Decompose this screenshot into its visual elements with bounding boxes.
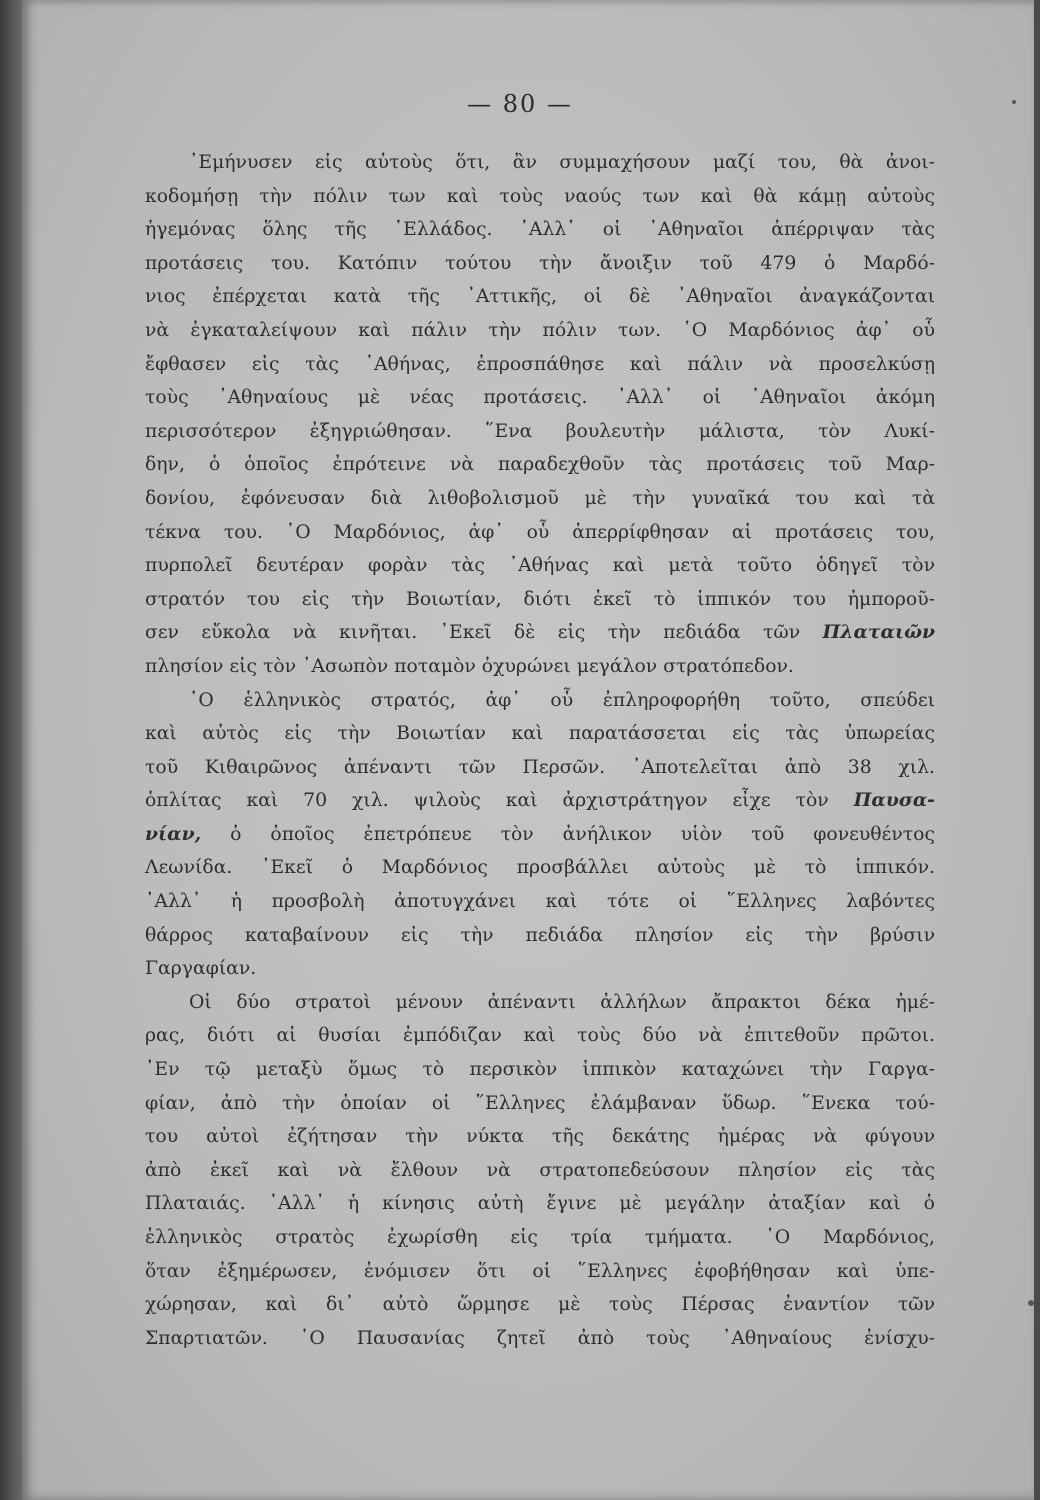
text-line: ῾Ο ἑλληνικὸς στρατός, ἀφ᾿ οὗ ἐπληροφορήθη τοῦτο, σπεύδει	[189, 689, 935, 711]
text-line: ᾿Εν τῷ μεταξὺ ὅμως τὸ περσικὸν ἱππικὸν καταχώνει τὴν Γαργα-	[145, 1059, 935, 1081]
text-line: του αὐτοὶ ἐζήτησαν τὴν νύκτα τῆς δεκάτης ἡμέρας νὰ φύγουν	[145, 1126, 935, 1148]
text-line: ρας, διότι αἱ θυσίαι ἐμπόδιζαν καὶ τοὺς δύο νὰ ἐπιτεθοῦν πρῶτοι.	[145, 1025, 935, 1047]
body-text	[145, 146, 935, 1355]
text-line: πλησίον εἰς τὸν ᾿Ασωπὸν ποταμὸν ὀχυρώνει μεγάλον στρατόπεδον.	[145, 655, 794, 677]
text-line: δην, ὁ ὁποῖος ἐπρότεινε νὰ παραδεχθοῦν τὰς προτάσεις τοῦ Μαρ-	[145, 454, 935, 476]
text-line: χώρησαν, καὶ δι᾿ αὐτὸ ὥρμησε μὲ τοὺς Πέρσας ἐναντίον τῶν	[145, 1294, 935, 1316]
text-line: φίαν, ἀπὸ τὴν ὁποίαν οἱ ῞Ελληνες ἐλάμβαναν ὕδωρ. ῞Ενεκα τού-	[145, 1092, 935, 1114]
text-line: Γαργαφίαν.	[145, 958, 257, 980]
text-line: κοδομήσῃ τὴν πόλιν των καὶ τοὺς ναούς των καὶ θὰ κάμῃ αὐτοὺς	[145, 185, 935, 207]
text-line: Πλαταιάς. ᾿Αλλ᾿ ἡ κίνησις αὐτὴ ἔγινε μὲ μεγάλην ἀταξίαν καὶ ὁ	[145, 1193, 935, 1215]
text-line: ἀπὸ ἐκεῖ καὶ νὰ ἔλθουν νὰ στρατοπεδεύσουν πλησίον εἰς τὰς	[145, 1159, 935, 1181]
text-line: ἔφθασεν εἰς τὰς ᾿Αθήνας, ἐπροσπάθησε καὶ πάλιν νὰ προσελκύσῃ	[145, 353, 935, 375]
emphasis-pausanias-2: νίαν,	[145, 822, 202, 845]
emphasis-pausanias-1: Παυσα-	[853, 789, 935, 812]
text-segment: ὁ ὁποῖος ἐπετρόπευε τὸν ἀνήλικον υἱὸν τοῦ φονευθέντος	[230, 823, 935, 845]
text-line: περισσότερον ἐξηγριώθησαν. ῞Ενα βουλευτὴν μάλιστα, τὸν Λυκί-	[145, 420, 935, 442]
text-line: πυρπολεῖ δευτέραν φορὰν τὰς ᾿Αθήνας καὶ μετὰ τοῦτο ὁδηγεῖ τὸν	[145, 555, 935, 577]
scan-speck	[1028, 1300, 1034, 1306]
text-line: προτάσεις του. Κατόπιν τούτου τὴν ἄνοιξιν τοῦ 479 ὁ Μαρδό-	[145, 252, 935, 274]
text-line: τοὺς ᾿Αθηναίους μὲ νέας προτάσεις. ᾿Αλλ᾿ οἱ ᾿Αθηναῖοι ἀκόμη	[145, 387, 935, 409]
paragraph-1	[145, 146, 935, 684]
paragraph-3	[145, 986, 935, 1356]
text-line: Οἱ δύο στρατοὶ μένουν ἀπέναντι ἀλλήλων ἄπρακτοι δέκα ἡμέ-	[189, 991, 935, 1013]
text-line: ὅταν ἐξημέρωσεν, ἐνόμισεν ὅτι οἱ ῞Ελληνες ἐφοβήθησαν καὶ ὑπε-	[145, 1260, 935, 1282]
text-line-with-emphasis	[145, 818, 935, 852]
text-line: νὰ ἐγκαταλείψουν καὶ πάλιν τὴν πόλιν των. ῾Ο Μαρδόνιος ἀφ᾿ οὗ	[145, 319, 935, 341]
page-number: — 80 —	[467, 90, 573, 118]
text-line: στρατόν του εἰς τὴν Βοιωτίαν, διότι ἐκεῖ τὸ ἱππικόν του ἠμποροῦ-	[145, 588, 935, 610]
text-line: Σπαρτιατῶν. ῾Ο Παυσανίας ζητεῖ ἀπὸ τοὺς ᾿Αθηναίους ἐνίσχυ-	[145, 1327, 935, 1349]
text-line: τέκνα του. ῾Ο Μαρδόνιος, ἀφ᾿ οὗ ἀπερρίφθησαν αἱ προτάσεις του,	[145, 521, 935, 543]
text-line: ᾿Αλλ᾿ ἡ προσβολὴ ἀποτυγχάνει καὶ τότε οἱ ῞Ελληνες λαβόντες	[145, 891, 935, 913]
text-segment: ὁπλίτας καὶ 70 χιλ. ψιλοὺς καὶ ἀρχιστράτηγον εἶχε τὸν	[145, 790, 829, 812]
scan-speck	[1012, 100, 1016, 104]
text-line: ᾿Εμήνυσεν εἰς αὐτοὺς ὅτι, ἂν συμμαχήσουν μαζί του, θὰ ἀνοι-	[189, 152, 935, 173]
emphasis-platees: Πλαταιῶν	[822, 621, 935, 644]
text-line: Λεωνίδα. ᾿Εκεῖ ὁ Μαρδόνιος προσβάλλει αὐτοὺς μὲ τὸ ἱππικόν.	[145, 857, 935, 879]
text-segment: σεν εὔκολα νὰ κινῆται. ᾿Εκεῖ δὲ εἰς τὴν πεδιάδα τῶν	[145, 622, 801, 644]
text-line: δονίου, ἐφόνευσαν διὰ λιθοβολισμοῦ μὲ τὴν γυναῖκά του καὶ τὰ	[145, 487, 935, 509]
text-line: καὶ αὐτὸς εἰς τὴν Βοιωτίαν καὶ παρατάσσεται εἰς τὰς ὑπωρείας	[145, 723, 935, 745]
text-line: τοῦ Κιθαιρῶνος ἀπέναντι τῶν Περσῶν. ᾿Αποτελεῖται ἀπὸ 38 χιλ.	[145, 756, 935, 778]
scan-left-edge	[0, 0, 22, 1500]
text-line: θάρρος καταβαίνουν εἰς τὴν πεδιάδα πλησίον εἰς τὴν βρύσιν	[145, 924, 935, 946]
text-line-with-emphasis	[145, 616, 935, 650]
text-line: ἡγεμόνας ὅλης τῆς ῾Ελλάδος. ᾿Αλλ᾿ οἱ ᾿Αθηναῖοι ἀπέρριψαν τὰς	[145, 219, 935, 241]
paragraph-2	[145, 684, 935, 986]
text-line-with-emphasis	[145, 784, 935, 818]
text-line: νιος ἐπέρχεται κατὰ τῆς ᾿Αττικῆς, οἱ δὲ ᾿Αθηναῖοι ἀναγκάζονται	[145, 286, 935, 308]
text-line: ἑλληνικὸς στρατὸς ἐχωρίσθη εἰς τρία τμήματα. ῾Ο Μαρδόνιος,	[145, 1227, 935, 1248]
